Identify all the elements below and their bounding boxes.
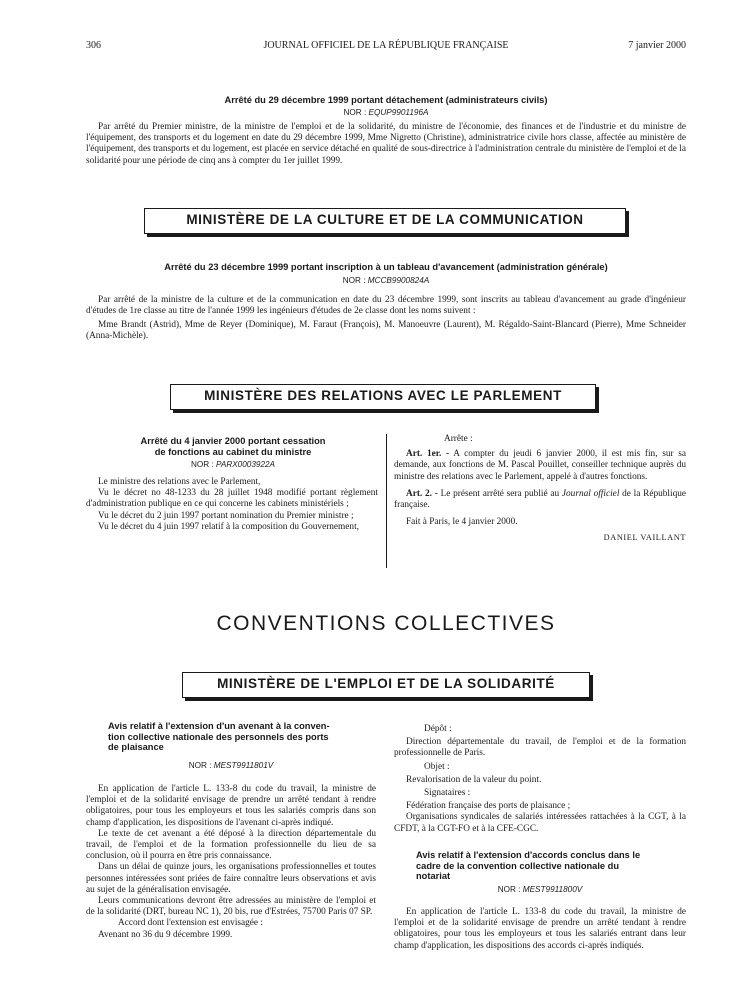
depot-text: Direction départementale du travail, de l'emploi et de la formation professionnelle de Paris. (394, 737, 686, 759)
nor-label: NOR : (343, 108, 369, 117)
page-number: 306 (86, 40, 101, 51)
avis1-title-line: tion collective nationale des personnels des ports (108, 731, 329, 742)
article-2-label: Art. 2. - (406, 488, 438, 499)
section1-nor (86, 108, 686, 117)
avis1-title-line: Avis relatif à l'extension d'un avenant à la conven- (108, 721, 330, 731)
objet-label: Objet : (424, 761, 450, 772)
section3-right-column (394, 434, 686, 544)
section1-paragraph: Par arrêté du Premier ministre, de la ministre de l'emploi et de la solidarité, du ministre de l'économie, des finances et de l'industrie et du ministre de l'équipement, des transports et du logement en date du 29 décembre 1999, Mme Nigretto (Christine), administratrice civile hors classe, affectée au ministère de l'équipement, des transports et du logement, est placée en service détaché en qualité de sous-directrice à l'administration centrale du ministère de l'emploi et de la solidarité pour une période de cinq ans à compter du 1er juillet 1999. (86, 122, 686, 166)
nor-code: MEST9911800V (522, 885, 583, 894)
visa-paragraph: Le ministre des relations avec le Parlement, (98, 477, 261, 487)
issue-date: 7 janvier 2000 (628, 40, 686, 51)
avis2-paragraph: En application de l'article L. 133-8 du code du travail, la ministre de l'emploi et de la solidarité envisage de prendre un arrêté tendant à rendre obligatoires, pour tous les employeurs et tous les salariés entrant dans leur champ d'application, les dispositions des accords ci-après indiqués. (394, 907, 686, 951)
section3-title (86, 436, 380, 458)
avis2-title (416, 850, 668, 882)
signataire-2: Organisations syndicales de salariés intéressées rattachées à la CGT, à la CFDT, à la CGT-FO et à la CFE-CGC. (394, 812, 686, 834)
avis2-nor (394, 885, 686, 894)
article-1-text: A compter du jeudi 6 janvier 2000, il est mis fin, sur sa demande, aux fonctions de M. Pascal Pouillet, conseiller technique auprès du ministre des relations avec le Parlement, appelé à d'autres fonctions. (394, 449, 686, 482)
nor-label: NOR : (342, 276, 368, 285)
avenant: Avenant no 36 du 9 décembre 1999. (98, 929, 233, 940)
avis1-paragraph: Leurs communications devront être adressées au ministère de l'emploi et de la solidarité (DRT, bureau NC 1), 20 bis, rue d'Estrées, 75700 Paris 07 SP. (86, 896, 376, 918)
article-1 (394, 449, 686, 483)
avis2-title-line: Avis relatif à l'extension d'accords conclus dans le (416, 850, 641, 860)
nor-code: MCCB9900824A (367, 276, 430, 285)
section2-nor (86, 276, 686, 285)
nor-code: MEST9911801V (213, 761, 274, 770)
column-divider (386, 434, 387, 568)
depot-label: Dépôt : (424, 724, 452, 734)
visa-paragraph: Vu le décret no 48-1233 du 28 juillet 1948 modifié portant règlement d'administration publique en ce qui concerne les cabinets ministériels ; (86, 488, 378, 510)
section2-paragraph1: Par arrêté de la ministre de la culture et de la communication en date du 23 décembre 1999, sont inscrits au tableau d'avancement au grade d'ingénieur d'études de 1re classe au titre de l'année 1999 les ingénieurs d'études de 2e classe dont les noms suivent : (86, 295, 686, 317)
ministry-box-emploi: MINISTÈRE DE L'EMPLOI ET DE LA SOLIDARITÉ (182, 672, 590, 698)
signature: DANIEL VAILLANT (603, 533, 686, 543)
nor-code: EQUP9901196A (368, 108, 429, 117)
section3-title-line: Arrêté du 4 janvier 2000 portant cessation (140, 436, 326, 446)
ministry-box-parlement: MINISTÈRE DES RELATIONS AVEC LE PARLEMENT (170, 384, 596, 410)
accord-label: Accord dont l'extension est envisagée : (118, 918, 263, 929)
objet-text: Revalorisation de la valeur du point. (406, 774, 542, 785)
arrete-label: Arrête : (444, 434, 473, 444)
signataire-1: Fédération française des ports de plaisance ; (406, 801, 571, 812)
avis1-nor (86, 761, 376, 770)
signataires-label: Signataires : (424, 788, 471, 799)
section3-nor (86, 460, 380, 469)
conventions-heading: CONVENTIONS COLLECTIVES (216, 612, 556, 635)
ministry-box-culture: MINISTÈRE DE LA CULTURE ET DE LA COMMUNICATION (144, 208, 626, 234)
avis1-right-column (394, 724, 686, 835)
section3-left-column (86, 477, 378, 533)
avis1-title (108, 721, 360, 753)
fait-a-paris: Fait à Paris, le 4 janvier 2000. (406, 517, 518, 528)
avis1-paragraph: En application de l'article L. 133-8 du code du travail, la ministre de l'emploi et de la solidarité envisage de prendre un arrêté tendant à rendre obligatoires, pour tous les employeurs et tous les salariés compris dans son champ d'application, les dispositions de l'avenant ci-après indiqué. (86, 784, 376, 828)
journal-officiel: Journal officiel (561, 488, 620, 499)
visa-paragraph: Vu le décret du 4 juin 1997 relatif à la composition du Gouvernement, (98, 521, 359, 532)
avis2-title-line: notariat (416, 871, 451, 881)
journal-title: JOURNAL OFFICIEL DE LA RÉPUBLIQUE FRANÇAISE (263, 40, 509, 51)
nor-label: NOR : (190, 460, 216, 469)
section1-title: Arrêté du 29 décembre 1999 portant détachement (administrateurs civils) (224, 95, 548, 105)
section3-title-line: de fonctions au cabinet du ministre (154, 447, 312, 457)
visa-paragraph: Vu le décret du 2 juin 1997 portant nomination du Premier ministre ; (98, 510, 354, 521)
avis1-paragraph: Dans un délai de quinze jours, les organisations professionnelles et toutes personnes intéressées sont priées de faire connaître leurs observations et avis au sujet de la généralisation envisagée. (86, 862, 376, 895)
avis1-title-line: de plaisance (108, 742, 164, 752)
article-2-text-a: Le présent arrêté sera publié au (437, 488, 562, 499)
section2-paragraph2: Mme Brandt (Astrid), Mme de Reyer (Dominique), M. Faraut (François), M. Manoeuvre (Laurent), M. Régaldo-Saint-Blancard (Pierre), Mme Schneider (Anna-Michèle). (86, 320, 686, 342)
nor-label: NOR : (188, 761, 214, 770)
avis1-paragraph: Le texte de cet avenant a été déposé à la direction départementale du travail, de l'emploi et de la formation professionnelle du lieu de sa conclusion, où il pourra en être pris connaissance. (86, 828, 376, 862)
article-2 (394, 489, 686, 511)
page-header (86, 40, 686, 54)
section2-title: Arrêté du 23 décembre 1999 portant inscription à un tableau d'avancement (administration générale) (164, 262, 608, 272)
nor-code: PARX0003922A (216, 460, 276, 469)
avis2-title-line: cadre de la convention collective nationale du (416, 860, 620, 871)
article-2-text-b: de la République française. (394, 488, 687, 511)
article-1-label: Art. 1er. - (406, 449, 450, 460)
avis1-body (86, 784, 376, 941)
nor-label: NOR : (497, 885, 523, 894)
